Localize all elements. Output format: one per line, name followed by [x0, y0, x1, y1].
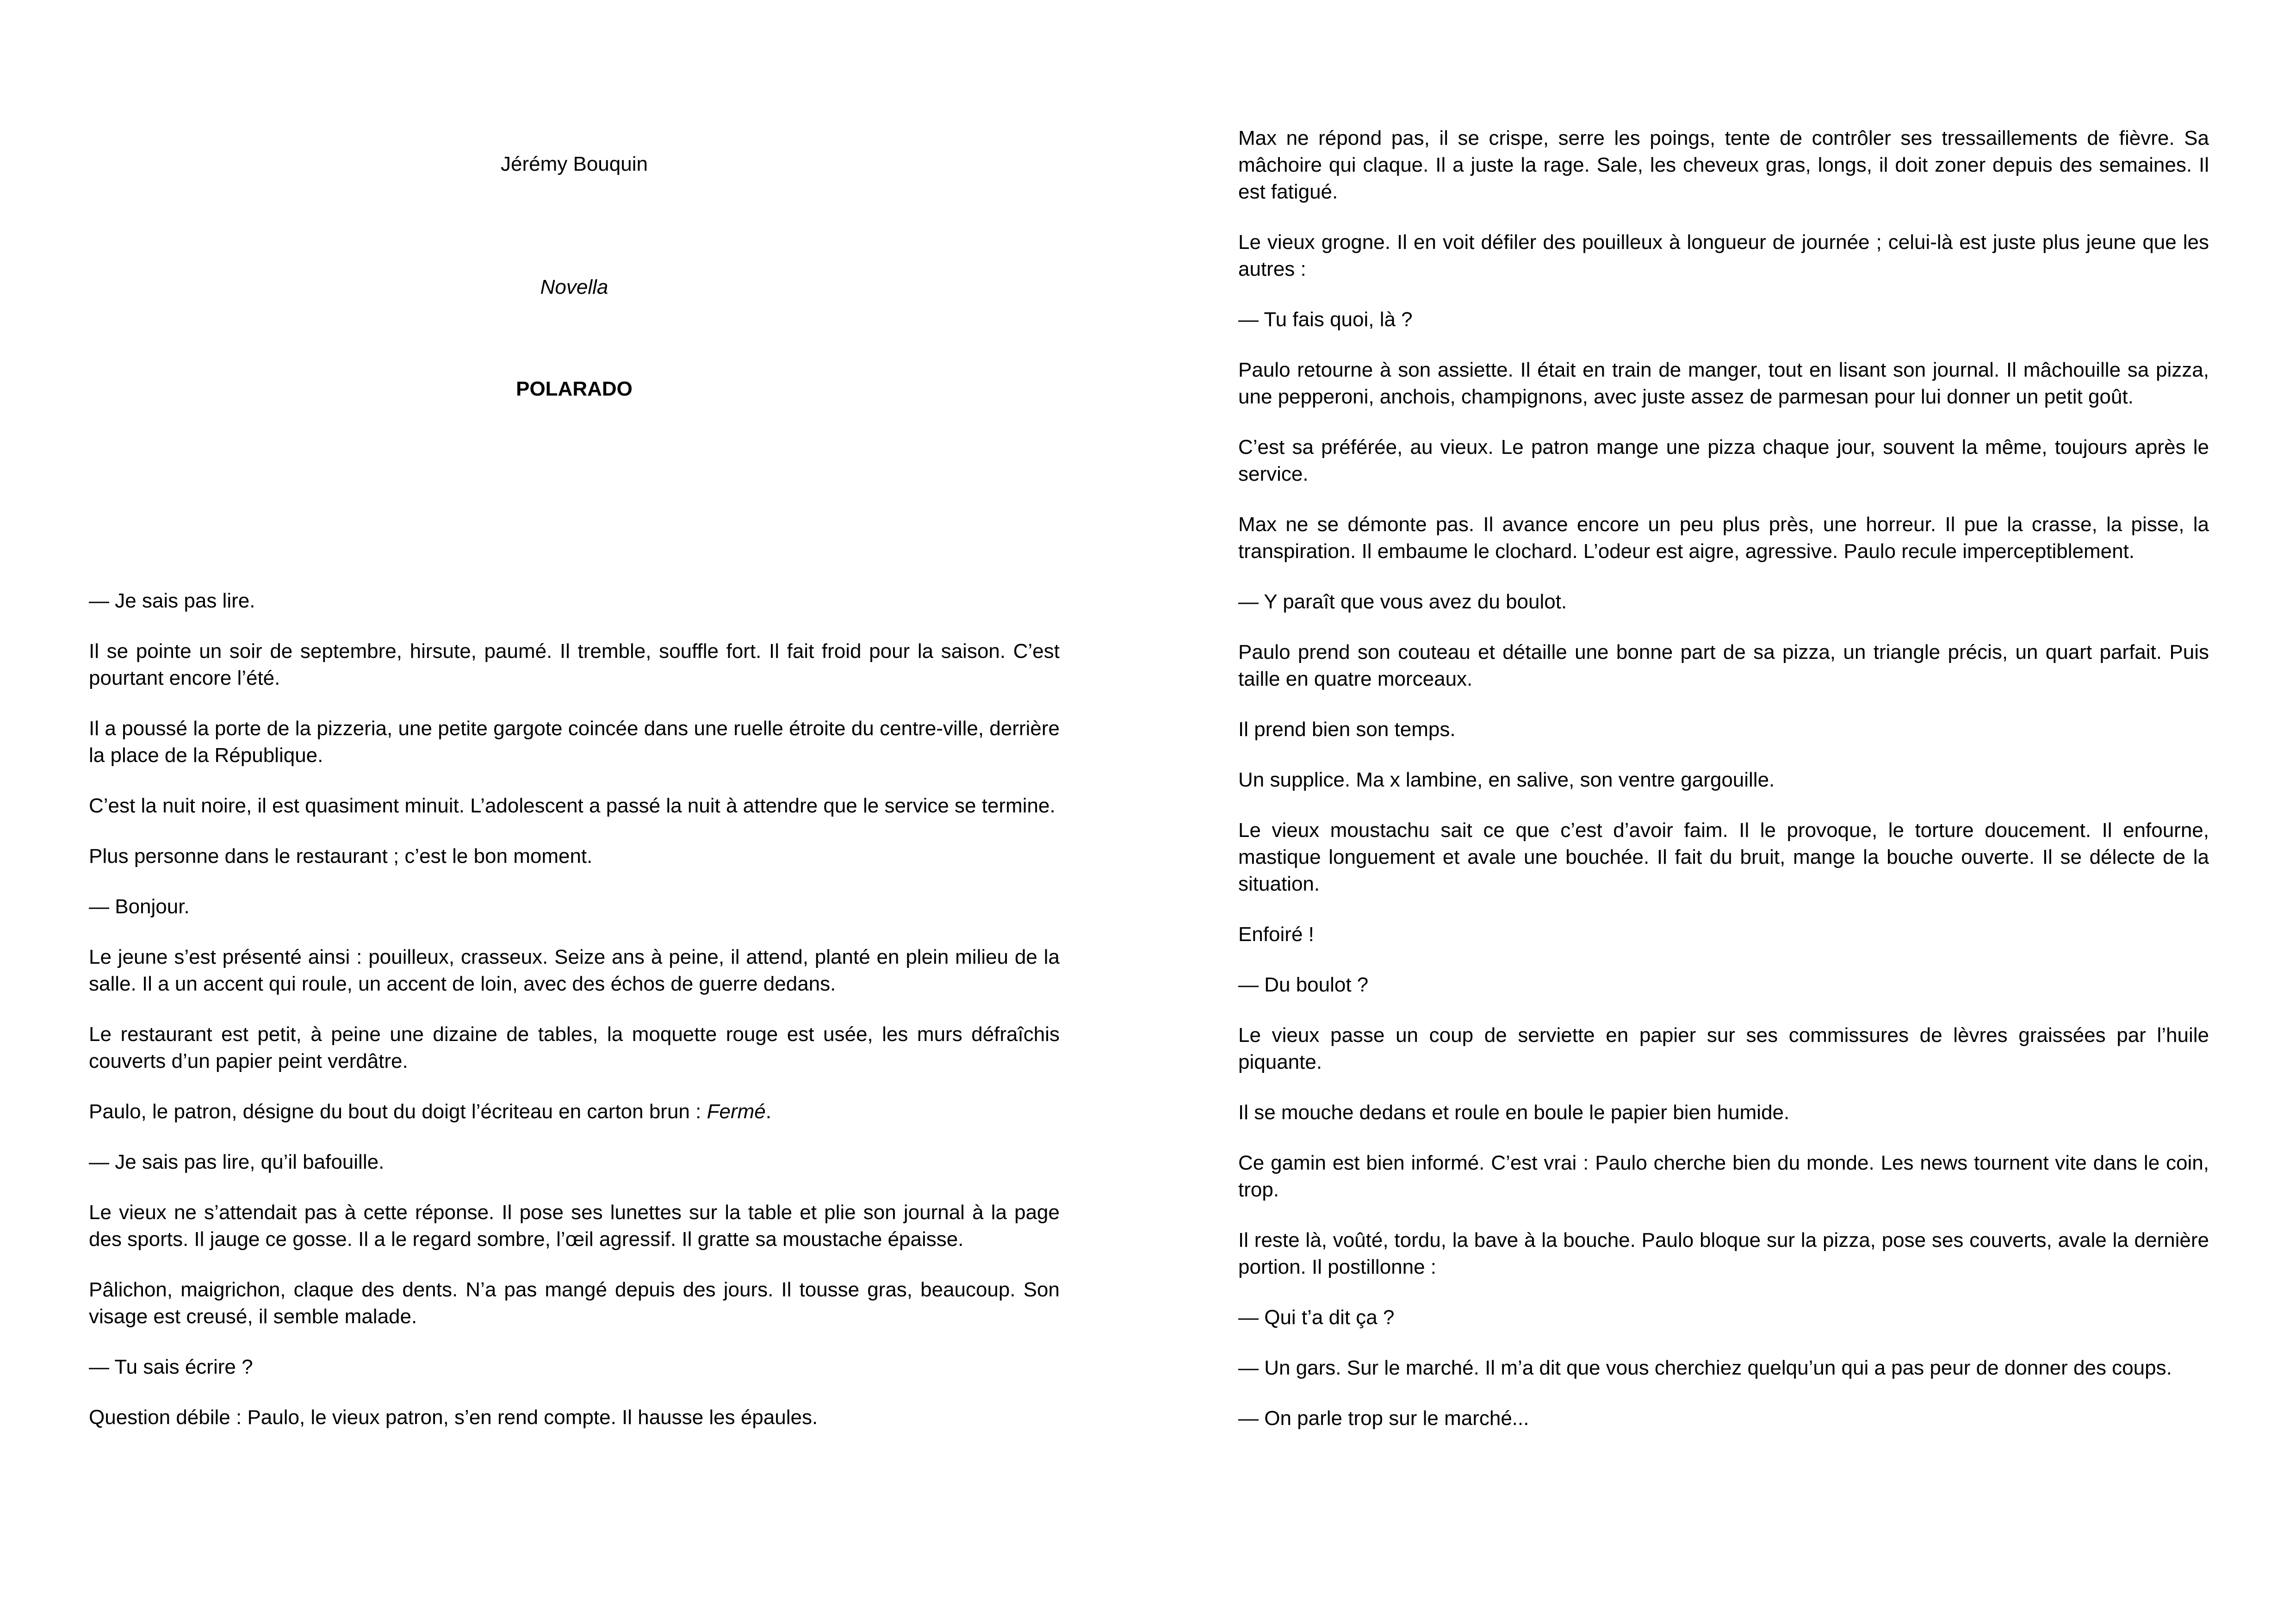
paragraph: Max ne répond pas, il se crispe, serre les poings, tente de contrôler ses tressaillements de fièvre. Sa mâchoire qui claque. Il a juste la rage. Sale, les cheveux gras, longs, il doit zoner depuis des semaines. Il est fatigué.: [1238, 127, 2209, 203]
genre-label: Novella: [540, 276, 608, 298]
paragraph: Question débile : Paulo, le vieux patron, s’en rend compte. Il hausse les épaules.: [89, 1406, 818, 1429]
paragraph: Il a poussé la porte de la pizzeria, une petite gargote coincée dans une ruelle étroite du centre-ville, derrière la place de la République.: [89, 717, 1060, 767]
paragraph: — Je sais pas lire.: [89, 589, 255, 612]
paragraph: — Qui t’a dit ça ?: [1238, 1306, 1395, 1329]
paragraph: — Un gars. Sur le marché. Il m’a dit que vous cherchiez quelqu’un qui a pas peur de donner des coups.: [1238, 1357, 2172, 1379]
right-page: [1238, 0, 2209, 1623]
paragraph: Il reste là, voûté, tordu, la bave à la bouche. Paulo bloque sur la pizza, pose ses couverts, avale la dernière portion. Il postillonne :: [1238, 1229, 2209, 1278]
paragraph: Paulo prend son couteau et détaille une bonne part de sa pizza, un triangle précis, un quart parfait. Puis taille en quatre morceaux.: [1238, 641, 2209, 690]
paragraph-text: Paulo, le patron, désigne du bout du doigt l’écriteau en carton brun :: [89, 1100, 701, 1123]
paragraph: Ce gamin est bien informé. C’est vrai : Paulo cherche bien du monde. Les news tournent vite dans le coin, trop.: [1238, 1152, 2209, 1201]
paragraph: C’est la nuit noire, il est quasiment minuit. L’adolescent a passé la nuit à attendre que le service se termine.: [89, 794, 1055, 817]
sign-tail: .: [765, 1100, 771, 1123]
paragraph: Le vieux grogne. Il en voit défiler des pouilleux à longueur de journée ; celui-là est juste plus jeune que les autres :: [1238, 231, 2209, 280]
paragraph: Enfoiré !: [1238, 923, 1314, 946]
paragraph: C’est sa préférée, au vieux. Le patron mange une pizza chaque jour, souvent la même, toujours après le service.: [1238, 436, 2209, 485]
author-name: Jérémy Bouquin: [501, 153, 648, 175]
paragraph: Le jeune s’est présenté ainsi : pouilleux, crasseux. Seize ans à peine, il attend, planté en plein milieu de la salle. Il a un accent qui roule, un accent de loin, avec des échos de guerre dedans.: [89, 946, 1060, 995]
paragraph: — Tu sais écrire ?: [89, 1356, 253, 1378]
paragraph: — Bonjour.: [89, 895, 190, 918]
paragraph: Le vieux passe un coup de serviette en papier sur ses commissures de lèvres graissées par l’huile piquante.: [1238, 1024, 2209, 1073]
paragraph: Il se mouche dedans et roule en boule le papier bien humide.: [1238, 1101, 1790, 1124]
paragraph: — Y paraît que vous avez du boulot.: [1238, 590, 1567, 613]
book-title: POLARADO: [516, 378, 633, 400]
paragraph: Un supplice. Ma x lambine, en salive, son ventre gargouille.: [1238, 768, 1775, 791]
left-page: [89, 0, 1060, 1623]
paragraph: Plus personne dans le restaurant ; c’est le bon moment.: [89, 845, 593, 867]
paragraph: — On parle trop sur le marché...: [1238, 1407, 1529, 1430]
paragraph: Le vieux ne s’attendait pas à cette réponse. Il pose ses lunettes sur la table et plie son journal à la page des sports. Il jauge ce gosse. Il a le regard sombre, l’œil agressif. Il gratte sa moustache épaisse.: [89, 1201, 1060, 1251]
left-body-text: [89, 588, 1060, 1455]
paragraph: — Je sais pas lire, qu’il bafouille.: [89, 1151, 385, 1173]
paragraph: — Tu fais quoi, là ?: [1238, 308, 1413, 331]
paragraph: Il prend bien son temps.: [1238, 718, 1456, 741]
paragraph: Le vieux moustachu sait ce que c’est d’avoir faim. Il le provoque, le torture doucement. Il enfourne, mastique longuement et avale une bouchée. Il fait du bruit, mange la bouche ouverte. Il se délecte de la situation.: [1238, 819, 2209, 895]
paragraph: Il se pointe un soir de septembre, hirsute, paumé. Il tremble, souffle fort. Il fait froid pour la saison. C’est pourtant encore l’été.: [89, 640, 1060, 689]
paragraph-sign: [89, 1098, 1060, 1125]
paragraph: Paulo retourne à son assiette. Il était en train de manger, tout en lisant son journal. Il mâchouille sa pizza, une pepperoni, anchois, champignons, avec juste assez de parmesan pour lui donner un petit goût.: [1238, 359, 2209, 408]
paragraph: Pâlichon, maigrichon, claque des dents. N’a pas mangé depuis des jours. Il tousse gras, beaucoup. Son visage est creusé, il semble malade.: [89, 1278, 1060, 1328]
sign-word: Fermé: [707, 1100, 766, 1123]
right-body-text: [1238, 125, 2209, 1456]
paragraph: — Du boulot ?: [1238, 973, 1369, 996]
paragraph: Le restaurant est petit, à peine une dizaine de tables, la moquette rouge est usée, les murs défraîchis couverts d’un papier peint verdâtre.: [89, 1023, 1060, 1072]
paragraph: Max ne se démonte pas. Il avance encore un peu plus près, une horreur. Il pue la crasse, la pisse, la transpiration. Il embaume le clochard. L’odeur est aigre, agressive. Paulo recule imperceptiblement.: [1238, 513, 2209, 563]
